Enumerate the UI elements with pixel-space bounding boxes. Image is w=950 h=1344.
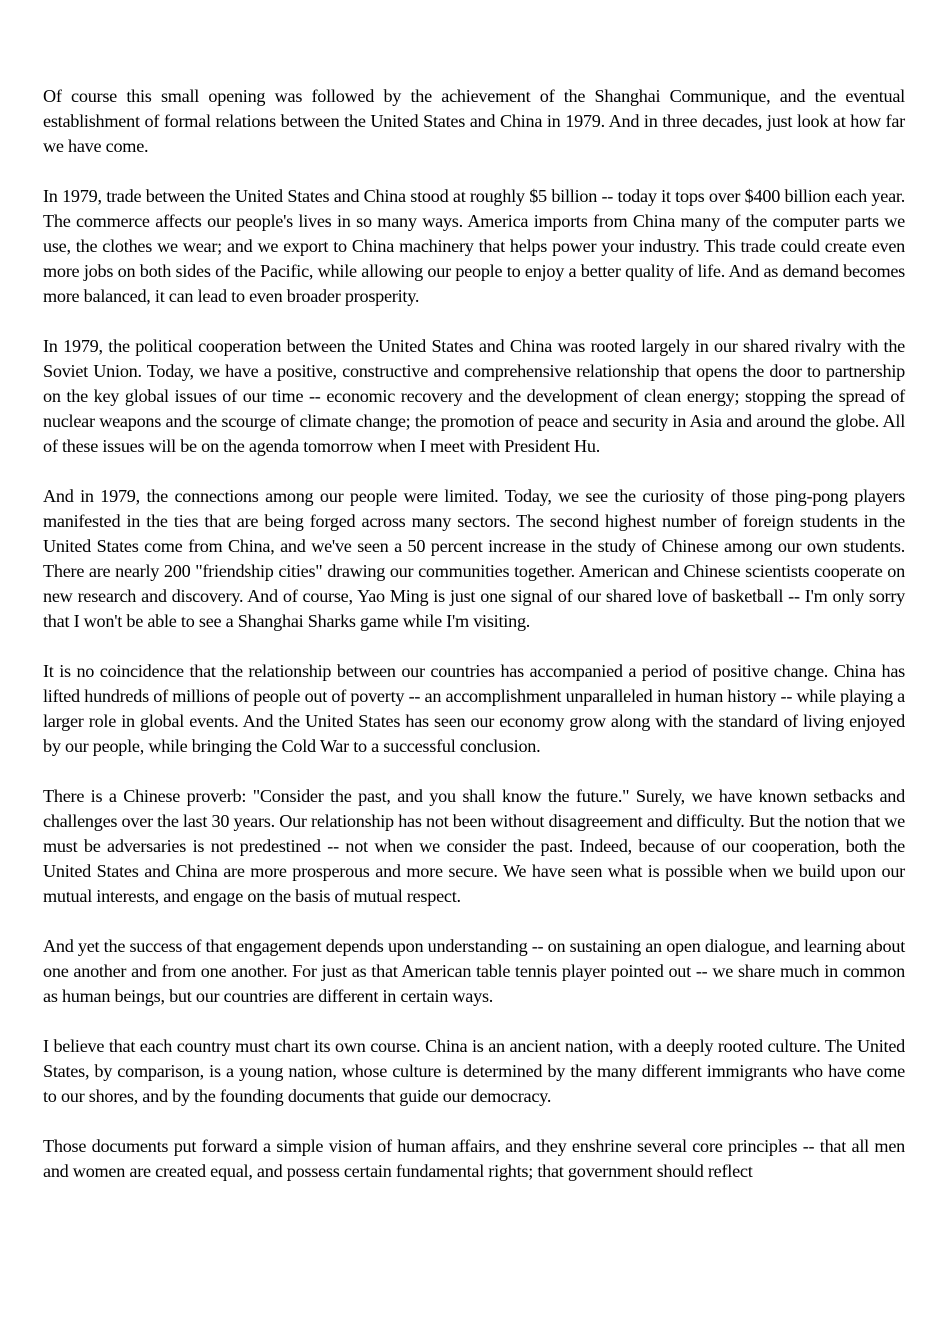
paragraph-6: There is a Chinese proverb: "Consider the past, and you shall know the future." Surely, we have known setbacks and challenges over the last 30 years. Our relationship has not been without disagreement and difficulty. But the notion that we must be adversaries is not predestined -- not when we consider the past. Indeed, because of our cooperation, both the United States and China are more prosperous and more secure. We have seen what is possible when we build upon our mutual interests, and engage on the basis of mutual respect. — [43, 786, 905, 906]
paragraph-7: And yet the success of that engagement depends upon understanding -- on sustaining an open dialogue, and learning about one another and from one another. For just as that American table tennis player pointed out -- we share much in common as human beings, but our countries are different in certain ways. — [43, 936, 905, 1006]
document-page — [43, 84, 905, 1209]
paragraph-9: Those documents put forward a simple vision of human affairs, and they enshrine several core principles -- that all men and women are created equal, and possess certain fundamental rights; that government should reflect — [43, 1136, 905, 1181]
paragraph-5: It is no coincidence that the relationship between our countries has accompanied a period of positive change. China has lifted hundreds of millions of people out of poverty -- an accomplishment unparalleled in human history -- while playing a larger role in global events. And the United States has seen our economy grow along with the standard of living enjoyed by our people, while bringing the Cold War to a successful conclusion. — [43, 661, 905, 756]
paragraph-4: And in 1979, the connections among our people were limited. Today, we see the curiosity of those ping-pong players manifested in the ties that are being forged across many sectors. The second highest number of foreign students in the United States come from China, and we've seen a 50 percent increase in the study of Chinese among our own students. There are nearly 200 "friendship cities" drawing our communities together. American and Chinese scientists cooperate on new research and discovery. And of course, Yao Ming is just one signal of our shared love of basketball -- I'm only sorry that I won't be able to see a Shanghai Sharks game while I'm visiting. — [43, 486, 905, 631]
paragraph-8: I believe that each country must chart its own course. China is an ancient nation, with a deeply rooted culture. The United States, by comparison, is a young nation, whose culture is determined by the many different immigrants who have come to our shores, and by the founding documents that guide our democracy. — [43, 1036, 905, 1106]
paragraph-2: In 1979, trade between the United States and China stood at roughly $5 billion -- today it tops over $400 billion each year. The commerce affects our people's lives in so many ways. America imports from China many of the computer parts we use, the clothes we wear; and we export to China machinery that helps power your industry. This trade could create even more jobs on both sides of the Pacific, while allowing our people to enjoy a better quality of life. And as demand becomes more balanced, it can lead to even broader prosperity. — [43, 186, 905, 306]
paragraph-1: Of course this small opening was followed by the achievement of the Shanghai Communique, and the eventual establishment of formal relations between the United States and China in 1979. And in three decades, just look at how far we have come. — [43, 86, 905, 156]
paragraph-3: In 1979, the political cooperation between the United States and China was rooted largely in our shared rivalry with the Soviet Union. Today, we have a positive, constructive and comprehensive relationship that opens the door to partnership on the key global issues of our time -- economic recovery and the development of clean energy; stopping the spread of nuclear weapons and the scourge of climate change; the promotion of peace and security in Asia and around the globe. All of these issues will be on the agenda tomorrow when I meet with President Hu. — [43, 336, 905, 456]
